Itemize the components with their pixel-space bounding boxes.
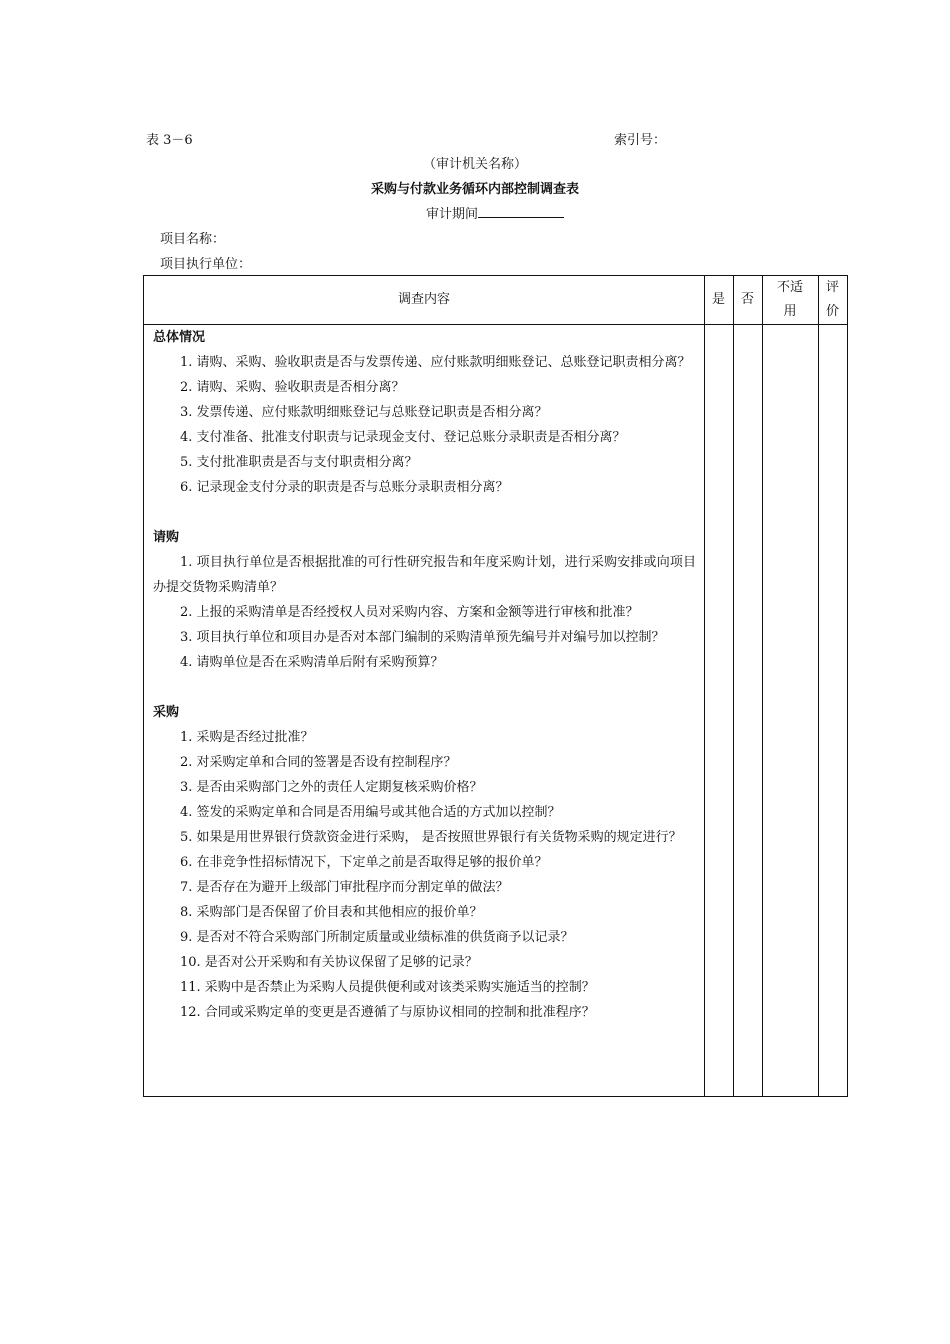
header-content-label: 调查内容 — [397, 292, 450, 307]
column-divider — [762, 276, 763, 1096]
column-divider — [818, 276, 819, 1096]
list-item: 2. 请购、采购、验收职责是否相分离？ — [180, 380, 405, 395]
list-item: 1. 采购是否经过批准？ — [180, 730, 314, 745]
list-item: 7. 是否存在为避开上级部门审批程序而分割定单的做法？ — [180, 880, 509, 895]
list-item: 3. 发票传递、应付账款明细账登记与总账登记职责是否相分离？ — [180, 405, 548, 420]
list-item: 6. 记录现金支付分录的职责是否与总账分录职责相分离？ — [180, 480, 509, 495]
list-item: 1. 项目执行单位是否根据批准的可行性研究报告和年度采购计划，进行采购安排或向项目办提交货物采购清单？ — [153, 555, 696, 595]
list-item: 6. 在非竞争性招标情况下，下定单之前是否取得足够的报价单？ — [180, 855, 548, 870]
header-no-label: 否 — [740, 292, 754, 307]
header-no — [733, 276, 762, 324]
header-not-applicable — [762, 276, 818, 324]
section-title-requisition: 请购 — [153, 530, 180, 545]
audit-period — [426, 203, 564, 222]
list-item: 12. 合同或采购定单的变更是否遵循了与原协议相同的控制和批准程序？ — [180, 1005, 595, 1020]
executing-unit-label: 项目执行单位： — [160, 257, 252, 272]
list-item: 9. 是否对不符合采购部门所制定质量或业绩标准的供货商予以记录？ — [180, 930, 574, 945]
header-content — [144, 276, 704, 324]
list-item: 10. 是否对公开采购和有关协议保留了足够的记录？ — [180, 955, 478, 970]
column-divider — [704, 276, 705, 1096]
column-divider — [733, 276, 734, 1096]
list-item: 4. 支付准备、批准支付职责与记录现金支付、登记总账分录职责是否相分离？ — [180, 430, 626, 445]
list-item: 5. 如果是用世界银行贷款资金进行采购， 是否按照世界银行有关货物采购的规定进行？ — [180, 830, 682, 845]
header-yes — [704, 276, 733, 324]
list-item: 5. 支付批准职责是否与支付职责相分离？ — [180, 455, 418, 470]
list-item: 11. 采购中是否禁止为采购人员提供便利或对该类采购实施适当的控制？ — [180, 980, 595, 995]
audit-period-blank[interactable] — [478, 205, 564, 218]
page-title: 采购与付款业务循环内部控制调查表 — [370, 182, 579, 197]
header-eval-line2: 价 — [825, 304, 839, 319]
section-spacer — [153, 675, 696, 700]
table-number: 表 3－6 — [146, 133, 193, 148]
header-evaluation — [818, 276, 847, 324]
project-name-label: 项目名称： — [160, 232, 226, 247]
index-number-label: 索引号： — [614, 133, 667, 148]
list-item: 2. 对采购定单和合同的签署是否设有控制程序？ — [180, 755, 457, 770]
survey-table — [143, 275, 848, 1097]
section-title-overall: 总体情况 — [153, 330, 206, 345]
section-title-purchasing: 采购 — [153, 705, 180, 720]
list-item: 8. 采购部门是否保留了价目表和其他相应的报价单？ — [180, 905, 483, 920]
section-spacer — [153, 500, 696, 525]
audit-period-label: 审计期间 — [426, 207, 479, 222]
agency-name: （审计机关名称） — [422, 157, 527, 172]
list-item: 2. 上报的采购清单是否经授权人员对采购内容、方案和金额等进行审核和批准？ — [180, 605, 639, 620]
header-eval-line1: 评 — [825, 280, 839, 295]
header-yes-label: 是 — [711, 292, 725, 307]
list-item: 3. 项目执行单位和项目办是否对本部门编制的采购清单预先编号并对编号加以控制？ — [180, 630, 665, 645]
list-item: 4. 签发的采购定单和合同是否用编号或其他合适的方式加以控制？ — [180, 805, 561, 820]
list-item: 4. 请购单位是否在采购清单后附有采购预算？ — [180, 655, 444, 670]
list-item: 3. 是否由采购部门之外的责任人定期复核采购价格？ — [180, 780, 483, 795]
survey-content — [144, 325, 704, 1025]
header-na-line2: 用 — [783, 304, 797, 319]
header-na-line1: 不适 — [776, 280, 803, 295]
list-item: 1. 请购、采购、验收职责是否与发票传递、应付账款明细账登记、总账登记职责相分离？ — [180, 355, 691, 370]
